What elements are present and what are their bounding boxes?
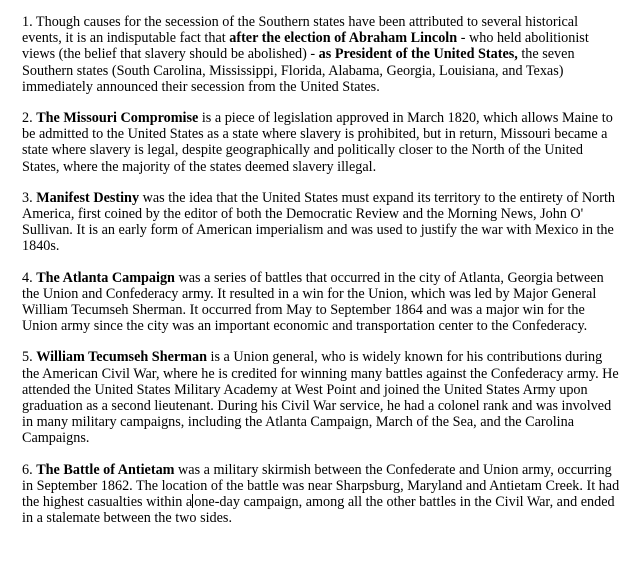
paragraph-bold-text: William Tecumseh Sherman: [36, 349, 207, 366]
paragraph-text: 3.: [22, 189, 37, 206]
paragraph-bold-text: The Battle of Antietam: [36, 461, 175, 478]
paragraph-text: 1. Though causes for the secession of the Southern states have been attributed to several historical events, it is an indisputable fact that: [22, 14, 579, 47]
paragraph-4: [22, 270, 620, 335]
paragraph-text: is a Union general, who is widely known for his contributions during the American Civil War, where he is credited for winning many battles against the Confederacy army. He attended the United States Military Academy at West Point and joined the United States Army upon graduation as a second lieutenant. During his Civil War service, he had a colonel rank and was involved in many military campaigns, including the Atlanta Campaign, March of the Sea, and the Carolina Campaigns.: [22, 349, 619, 447]
paragraph-text: was a series of battles that occurred in the city of Atlanta, Georgia between the Union and Confederacy army. It resulted in a win for the Union, which was led by Major General William Tecumseh Sherman. It occurred from May to September 1864 and was a major win for the Union army since the city was an important economic and transportation center to the Confederacy.: [22, 269, 604, 335]
paragraph-text: 5.: [22, 349, 37, 366]
paragraph-bold-text: as President of the United States,: [318, 46, 518, 63]
paragraph-6: [22, 462, 620, 527]
paragraph-text: was a military skirmish between the Confederate and Union army, occurring in September 1862. The location of the battle was near Sharpsburg, Maryland and Antietam Creek. It had the highest casualties within a: [22, 461, 620, 511]
paragraph-2: [22, 110, 620, 175]
paragraph-3: [22, 190, 620, 255]
paragraph-bold-text: Manifest Destiny: [36, 189, 140, 206]
paragraph-text: 4.: [22, 269, 37, 286]
paragraph-bold-text: The Missouri Compromise: [36, 110, 199, 127]
paragraph-5: [22, 349, 620, 446]
paragraph-bold-text: The Atlanta Campaign: [36, 269, 175, 286]
paragraph-1: [22, 14, 620, 95]
paragraph-text: 2.: [22, 110, 37, 127]
paragraph-text: one-day campaign, among all the other battles in the Civil War, and ended in a stalemate between the two sides.: [22, 494, 615, 527]
paragraph-text: is a piece of legislation approved in March 1820, which allows Maine to be admitted to the United States as a state where slavery is prohibited, but in return, Missouri became a state where slavery is legal, despite geographically and politically closer to the North of the United States, where the majority of the states deemed slavery illegal.: [22, 110, 613, 175]
paragraph-text: 6.: [22, 461, 37, 478]
paragraph-bold-text: after the election of Abraham Lincoln: [229, 30, 458, 47]
paragraph-text: - who held abolitionist views (the belief that slavery should be abolished) -: [22, 30, 589, 63]
paragraph-text: was the idea that the United States must expand its territory to the entirety of North America, first coined by the editor of both the Democratic Review and the Morning News, John O' Sullivan. It is an early form of American imperialism and was used to justify the war with Mexico in the 1840s.: [22, 189, 616, 255]
paragraph-text: the seven Southern states (South Carolina, Mississippi, Florida, Alabama, Georgia, Louisiana, and Texas) immediately announced their secession from the United States.: [22, 46, 575, 95]
